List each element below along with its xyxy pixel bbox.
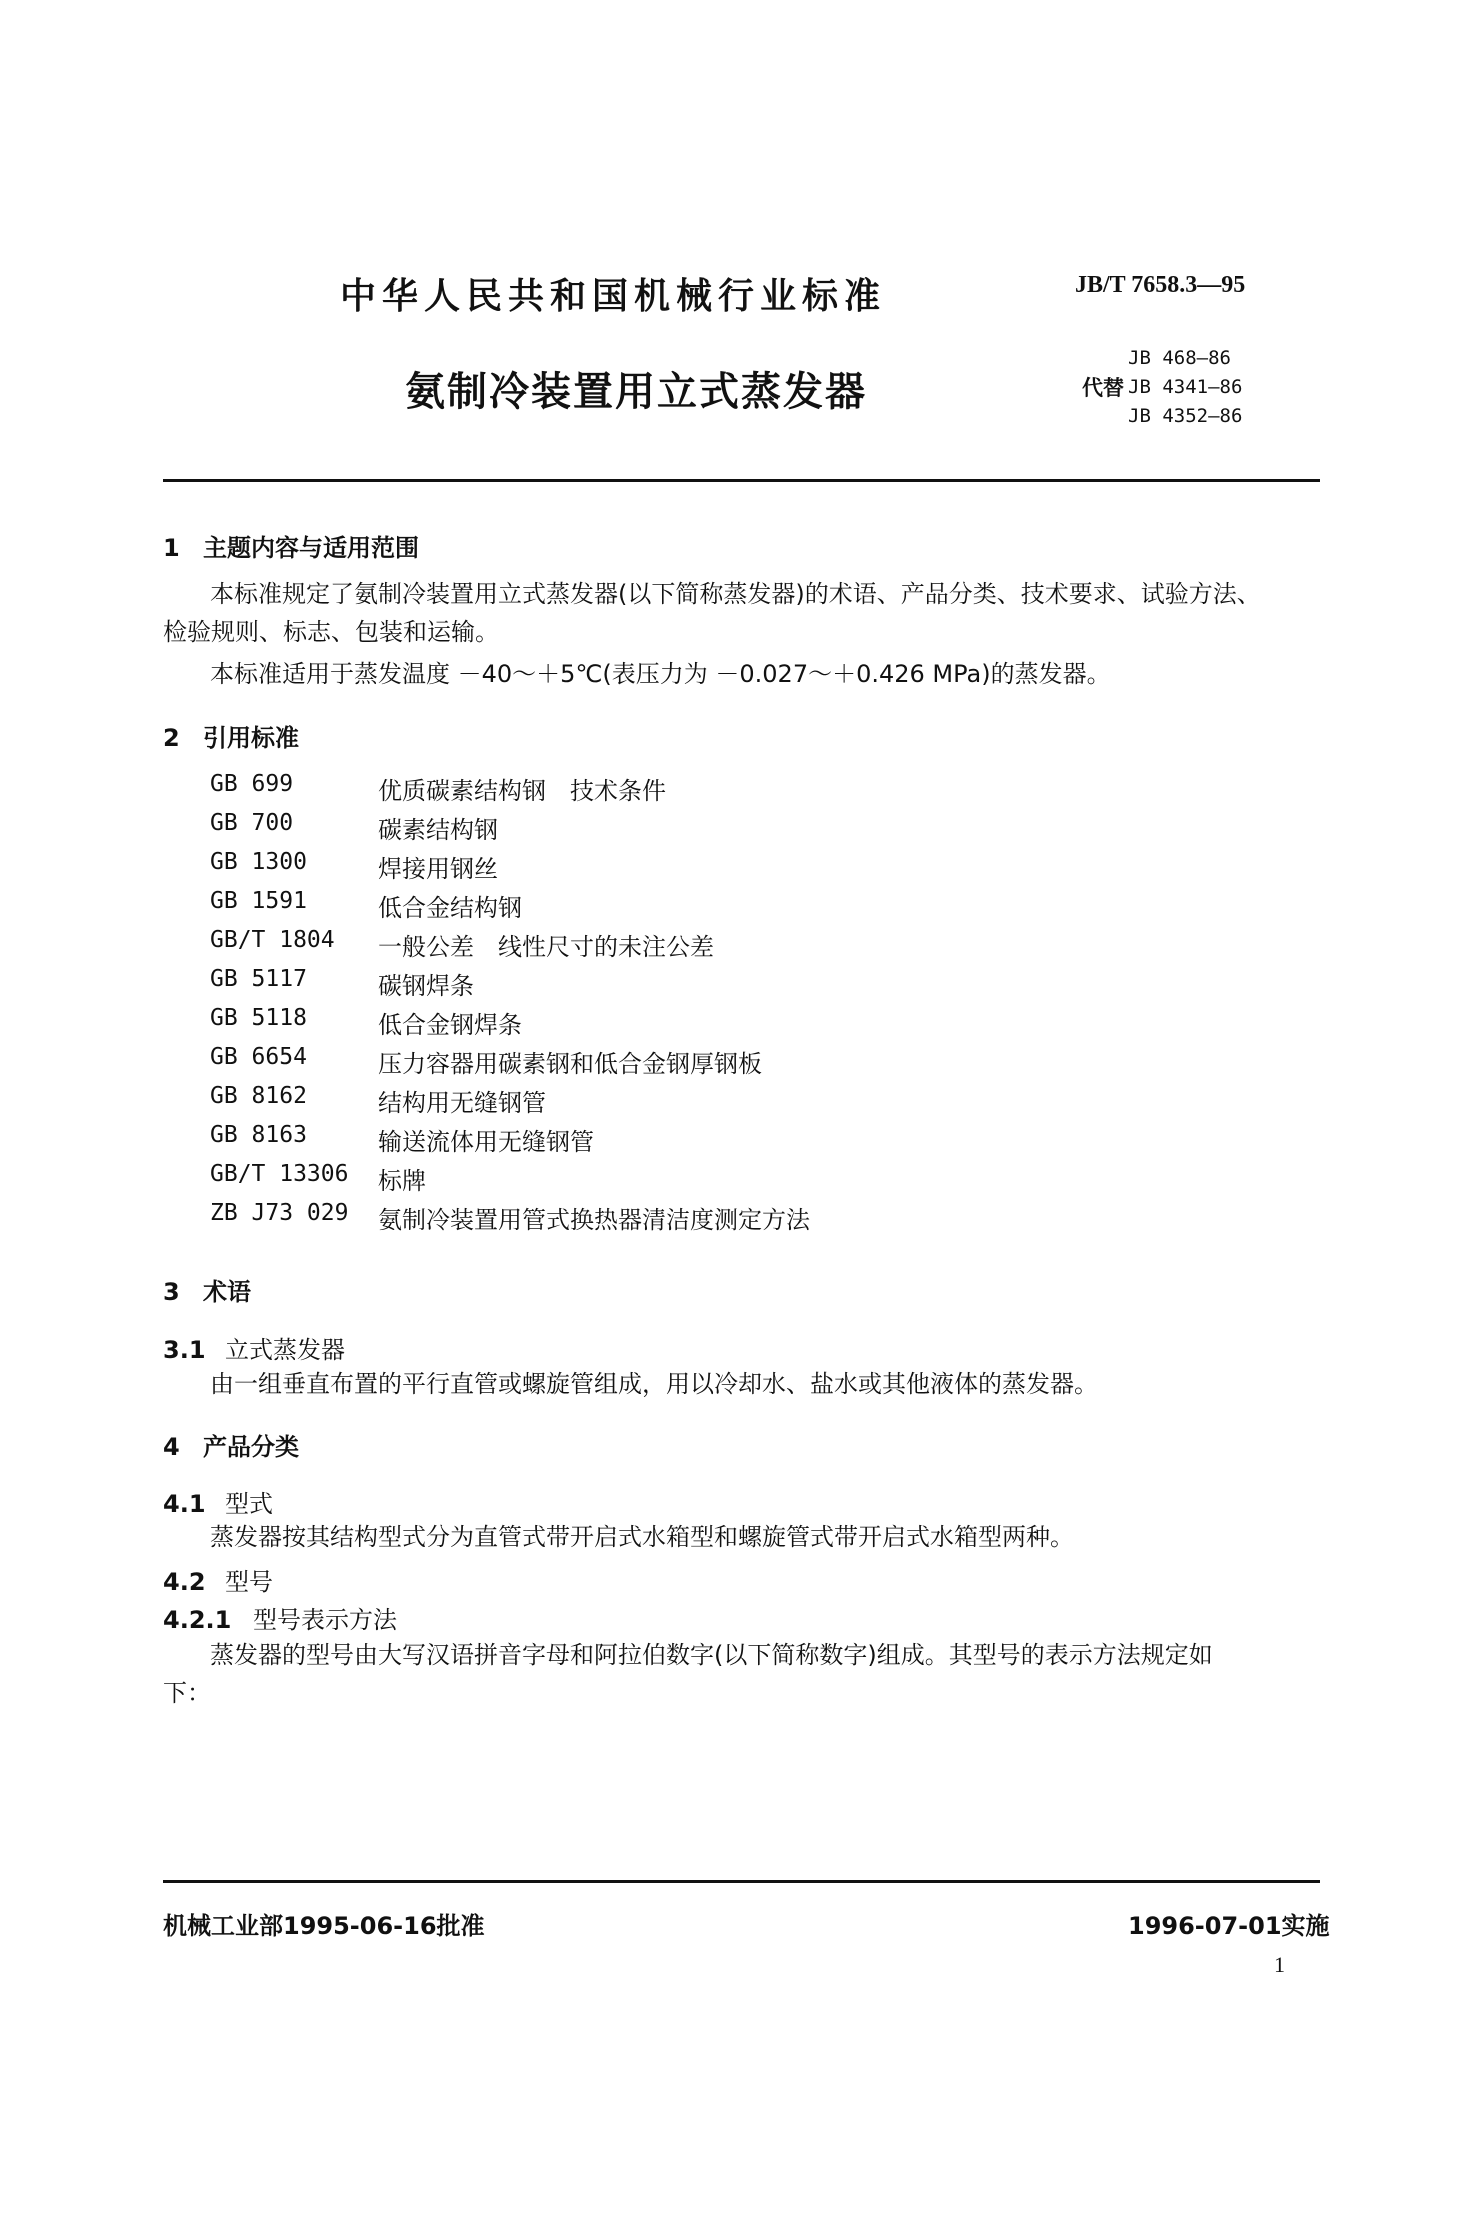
ref-code: GB 1300 — [210, 849, 307, 875]
replaces-list — [1128, 344, 1242, 431]
section-1-heading — [163, 528, 419, 563]
subsection-4-1-text: 蒸发器按其结构型式分为直管式带开启式水箱型和螺旋管式带开启式水箱型两种。 — [210, 1523, 1074, 1551]
subsection-4-2-heading — [163, 1562, 273, 1597]
section-number: 2 — [163, 724, 180, 752]
section-4-heading — [163, 1427, 299, 1462]
ref-code: GB 700 — [210, 810, 294, 836]
subsection-4-2-1-text-line-1: 蒸发器的型号由大写汉语拼音字母和阿拉伯数字(以下简称数字)组成。其型号的表示方法规定如 — [210, 1641, 1213, 1669]
ref-name: 标牌 — [378, 1167, 426, 1195]
ref-name: 一般公差 线性尺寸的未注公差 — [378, 933, 714, 961]
ref-code: GB 8163 — [210, 1122, 307, 1148]
subsection-number: 4.1 — [163, 1490, 206, 1518]
approval-date: 机械工业部1995-06-16批准 — [163, 1912, 485, 1940]
ref-code: GB 1591 — [210, 888, 307, 914]
subsection-4-1-heading — [163, 1484, 273, 1519]
standard-code: JB/T 7658.3—95 — [1075, 272, 1246, 298]
section-title: 主题内容与适用范围 — [203, 534, 419, 562]
ref-code: GB 5117 — [210, 966, 307, 992]
subsection-4-2-1-text-line-2: 下： — [163, 1679, 211, 1707]
ref-code: GB 6654 — [210, 1044, 307, 1070]
replaces-item: JB 4352—86 — [1128, 405, 1243, 427]
ref-code: GB/T 13306 — [210, 1161, 349, 1187]
ref-code: ZB J73 029 — [210, 1200, 349, 1226]
replaces-item: JB 468—86 — [1128, 347, 1231, 369]
subsection-4-2-1-heading — [163, 1600, 397, 1635]
ref-name: 低合金钢焊条 — [378, 1011, 522, 1039]
ref-name: 氨制冷装置用管式换热器清洁度测定方法 — [378, 1206, 810, 1234]
subsection-3-1-text: 由一组垂直布置的平行直管或螺旋管组成，用以冷却水、盐水或其他液体的蒸发器。 — [210, 1370, 1098, 1398]
subsection-title: 型号 — [225, 1568, 273, 1596]
ref-name: 输送流体用无缝钢管 — [378, 1128, 594, 1156]
org-title: 中华人民共和国机械行业标准 — [340, 276, 887, 317]
page-number: 1 — [1274, 1952, 1285, 1977]
ref-name: 优质碳素结构钢 技术条件 — [378, 777, 666, 805]
ref-name: 碳素结构钢 — [378, 816, 498, 844]
section-title: 引用标准 — [203, 724, 299, 752]
effective-date: 1996-07-01实施 — [1128, 1912, 1330, 1940]
subsection-3-1-heading — [163, 1330, 345, 1365]
section-title: 产品分类 — [203, 1433, 299, 1461]
section-number: 4 — [163, 1433, 180, 1461]
section-1-para-1-line-1: 本标准规定了氨制冷装置用立式蒸发器(以下简称蒸发器)的术语、产品分类、技术要求、试验方法、 — [210, 580, 1261, 608]
section-3-heading — [163, 1272, 251, 1307]
section-number: 1 — [163, 534, 180, 562]
ref-code: GB 8162 — [210, 1083, 307, 1109]
footer-divider — [163, 1880, 1320, 1883]
subsection-title: 型号表示方法 — [253, 1606, 397, 1634]
ref-name: 压力容器用碳素钢和低合金钢厚钢板 — [378, 1050, 762, 1078]
ref-name: 结构用无缝钢管 — [378, 1089, 546, 1117]
replaces-item: JB 4341—86 — [1128, 376, 1243, 398]
replaces-label: 代替 — [1082, 376, 1124, 400]
section-title: 术语 — [203, 1278, 251, 1306]
header-divider — [163, 479, 1320, 482]
section-1-para-1-line-2: 检验规则、标志、包装和运输。 — [163, 618, 499, 646]
ref-code: GB 5118 — [210, 1005, 307, 1031]
ref-code: GB/T 1804 — [210, 927, 335, 953]
ref-name: 碳钢焊条 — [378, 972, 474, 1000]
subsection-number: 4.2.1 — [163, 1606, 232, 1634]
subsection-number: 4.2 — [163, 1568, 206, 1596]
section-1-para-2: 本标准适用于蒸发温度 －40～＋5℃(表压力为 －0.027～＋0.426 MPa)的蒸发器。 — [210, 660, 1111, 688]
subsection-title: 立式蒸发器 — [225, 1336, 345, 1364]
section-2-heading — [163, 718, 299, 753]
subsection-title: 型式 — [225, 1490, 273, 1518]
document-title: 氨制冷装置用立式蒸发器 — [405, 369, 867, 415]
ref-name: 焊接用钢丝 — [378, 855, 498, 883]
section-number: 3 — [163, 1278, 180, 1306]
ref-name: 低合金结构钢 — [378, 894, 522, 922]
ref-code: GB 699 — [210, 771, 294, 797]
subsection-number: 3.1 — [163, 1336, 206, 1364]
